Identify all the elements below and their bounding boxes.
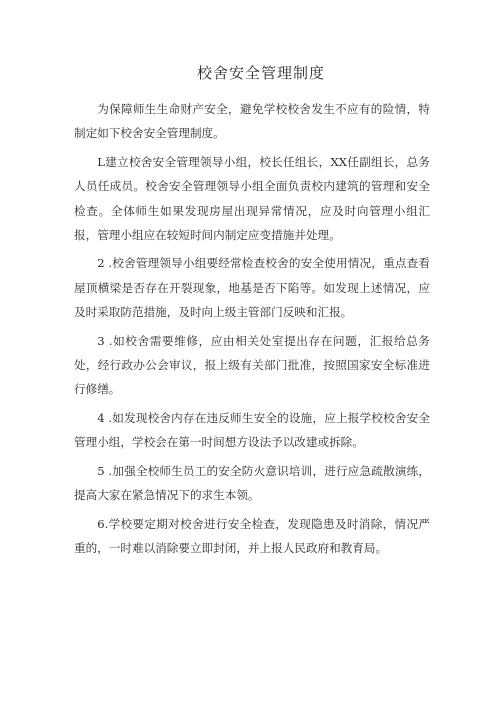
intro-paragraph: 为保障师生生命财产安全，避免学校校舍发生不应有的险情，特制定如下校舍安全管理制度。	[74, 102, 430, 141]
rule-paragraph-3: 3 .如校舍需要维修，应由相关处室提出存在问题，汇报给总务处，经行政办公会审议，报上级有关部门批准，按照国家安全标准进行修缮。	[74, 333, 430, 397]
rule-paragraph-5: 5 .加强全校师生员工的安全防火意识培训，进行应急疏散演练，提高大家在紧急情况下的求生本领。	[74, 463, 430, 503]
document-title: 校舍安全管理制度	[196, 64, 325, 82]
rule-paragraph-1: L建立校舍安全管理领导小组，校长任组长，XX任副组长，总务人员任成员。校舍安全管理领导小组全面负责校内建筑的管理和安全检查。全体师生如果发现房屋出现异常情况，应及时向管理小组汇报，管理小组应在较短时间内制定应变措施并处理。	[74, 154, 430, 243]
rule-paragraph-4: 4 .如发现校舍内存在违反师生安全的设施，应上报学校校舍安全管理小组，学校会在第一时间想方设法予以改建或拆除。	[74, 410, 430, 450]
rule-paragraph-2: 2 .校舍管理领导小组要经常检查校舍的安全使用情况，重点查看屋顶横梁是否存在开裂现象，地基是否下陷等。如发现上述情况，应及时采取防范措施，及时向上级主管部门反映和汇报。	[74, 256, 430, 320]
rule-paragraph-6: 6.学校要定期对校舍进行安全检查，发现隐患及时消除，情况严重的，一时难以消除要立即封闭，并上报人民政府和教育局。	[74, 516, 430, 555]
